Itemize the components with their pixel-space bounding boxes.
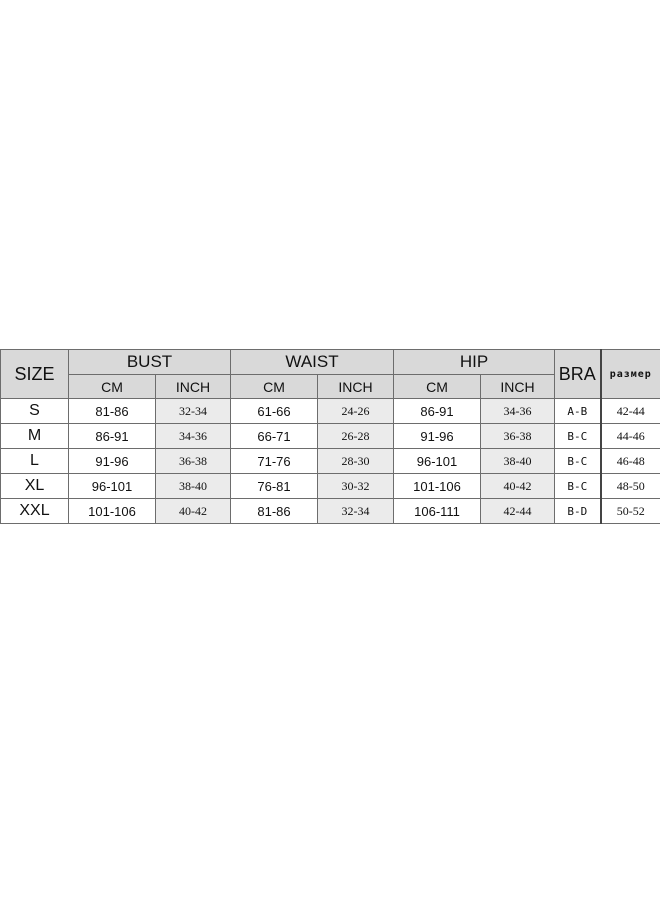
russian-size-cell: 46-48 bbox=[601, 449, 660, 474]
hip-inch-header: INCH bbox=[481, 375, 555, 399]
hip-inch-cell: 42-44 bbox=[481, 499, 555, 524]
hip-cm-cell: 91-96 bbox=[394, 424, 481, 449]
bust-inch-cell: 38-40 bbox=[156, 474, 231, 499]
bust-cm-cell: 86-91 bbox=[69, 424, 156, 449]
bust-cm-cell: 101-106 bbox=[69, 499, 156, 524]
hip-inch-cell: 40-42 bbox=[481, 474, 555, 499]
bust-inch-cell: 36-38 bbox=[156, 449, 231, 474]
waist-inch-cell: 30-32 bbox=[318, 474, 394, 499]
waist-cm-header: CM bbox=[231, 375, 318, 399]
russian-size-cell: 44-46 bbox=[601, 424, 660, 449]
bra-cell: B-D bbox=[555, 499, 601, 524]
russian-size-cell: 50-52 bbox=[601, 499, 660, 524]
bust-cm-cell: 91-96 bbox=[69, 449, 156, 474]
size-header: SIZE bbox=[1, 350, 69, 399]
bust-inch-header: INCH bbox=[156, 375, 231, 399]
bra-cell: B-C bbox=[555, 449, 601, 474]
waist-inch-cell: 24-26 bbox=[318, 399, 394, 424]
bust-inch-cell: 34-36 bbox=[156, 424, 231, 449]
hip-cm-header: CM bbox=[394, 375, 481, 399]
size-cell: XL bbox=[1, 474, 69, 499]
table-row bbox=[1, 399, 660, 424]
header-row-groups bbox=[1, 350, 660, 375]
hip-header: HIP bbox=[394, 350, 555, 375]
hip-cm-cell: 86-91 bbox=[394, 399, 481, 424]
bra-cell: A-B bbox=[555, 399, 601, 424]
waist-cm-cell: 71-76 bbox=[231, 449, 318, 474]
hip-inch-cell: 38-40 bbox=[481, 449, 555, 474]
bust-cm-cell: 96-101 bbox=[69, 474, 156, 499]
waist-cm-cell: 81-86 bbox=[231, 499, 318, 524]
size-chart-table bbox=[0, 349, 660, 524]
table-row bbox=[1, 424, 660, 449]
waist-inch-cell: 32-34 bbox=[318, 499, 394, 524]
waist-inch-cell: 28-30 bbox=[318, 449, 394, 474]
bra-cell: B-C bbox=[555, 424, 601, 449]
russian-size-cell: 42-44 bbox=[601, 399, 660, 424]
waist-inch-header: INCH bbox=[318, 375, 394, 399]
bust-inch-cell: 40-42 bbox=[156, 499, 231, 524]
hip-inch-cell: 36-38 bbox=[481, 424, 555, 449]
bra-cell: B-C bbox=[555, 474, 601, 499]
bust-cm-header: CM bbox=[69, 375, 156, 399]
bust-header: BUST bbox=[69, 350, 231, 375]
hip-inch-cell: 34-36 bbox=[481, 399, 555, 424]
size-cell: L bbox=[1, 449, 69, 474]
size-cell: S bbox=[1, 399, 69, 424]
bust-inch-cell: 32-34 bbox=[156, 399, 231, 424]
waist-inch-cell: 26-28 bbox=[318, 424, 394, 449]
table-row bbox=[1, 449, 660, 474]
russian-size-cell: 48-50 bbox=[601, 474, 660, 499]
size-cell: M bbox=[1, 424, 69, 449]
russian-size-header: размер bbox=[601, 350, 660, 399]
waist-cm-cell: 61-66 bbox=[231, 399, 318, 424]
table-row bbox=[1, 474, 660, 499]
bra-header: BRA bbox=[555, 350, 601, 399]
table-row bbox=[1, 499, 660, 524]
waist-cm-cell: 66-71 bbox=[231, 424, 318, 449]
bust-cm-cell: 81-86 bbox=[69, 399, 156, 424]
waist-header: WAIST bbox=[231, 350, 394, 375]
hip-cm-cell: 96-101 bbox=[394, 449, 481, 474]
size-cell: XXL bbox=[1, 499, 69, 524]
hip-cm-cell: 106-111 bbox=[394, 499, 481, 524]
hip-cm-cell: 101-106 bbox=[394, 474, 481, 499]
waist-cm-cell: 76-81 bbox=[231, 474, 318, 499]
